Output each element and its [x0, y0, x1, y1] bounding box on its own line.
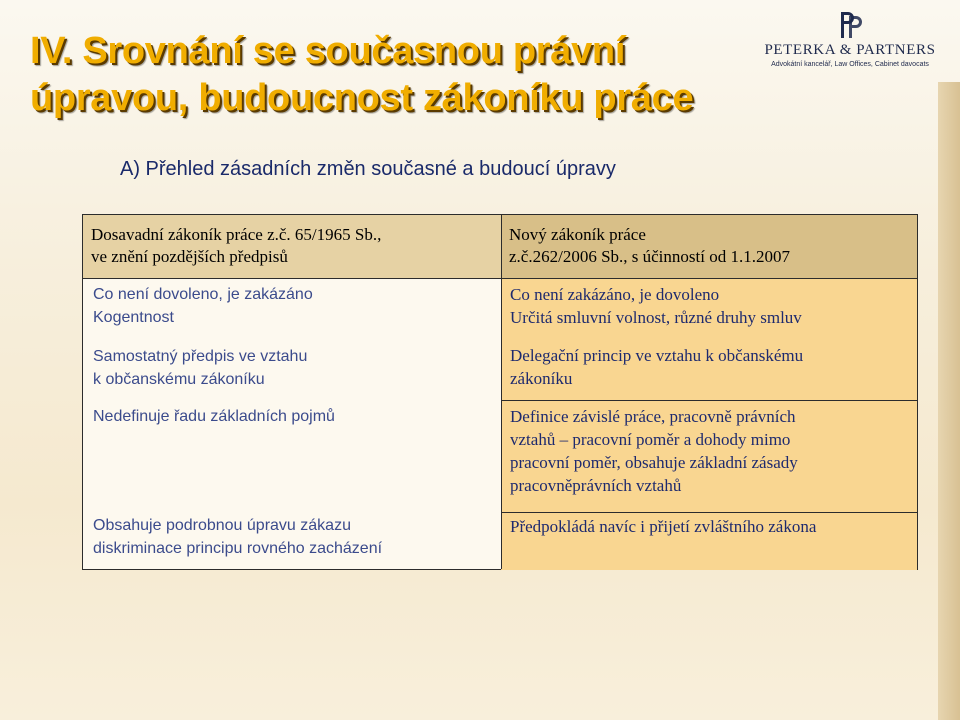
company-logo	[760, 10, 940, 70]
comparison-table	[82, 214, 918, 570]
slide-subtitle: A) Přehled zásadních změn současné a budoucí úpravy	[120, 158, 616, 180]
table-row	[83, 514, 501, 568]
old-row-1-text: Co není dovoleno, je zakázáno Kogentnost	[93, 286, 313, 326]
table-row	[83, 283, 501, 337]
logo-name: PETERKA & PARTNERS	[764, 42, 936, 58]
table-row	[501, 279, 917, 400]
new-row-4-text: Předpokládá navíc i přijetí zvláštního zákona	[510, 517, 817, 536]
table-row	[501, 513, 917, 570]
decorative-side-bar	[938, 82, 960, 720]
slide-title-line-1: IV. Srovnání se současnou právní	[30, 30, 626, 72]
new-law-header-text: Nový zákoník práce z.č.262/2006 Sb., s účinností od 1.1.2007	[509, 225, 790, 266]
table-row	[83, 345, 501, 399]
new-law-header	[501, 215, 917, 279]
new-row-2-text: Delegační princip ve vztahu k občanskému zákoníku	[510, 346, 804, 388]
old-law-column	[83, 215, 501, 569]
old-row-3-text: Nedefinuje řadu základních pojmů	[93, 408, 335, 425]
new-row-1-text: Co není zakázáno, je dovoleno Určitá smluvní volnost, různé druhy smluv	[510, 285, 802, 327]
slide-title	[30, 28, 750, 122]
old-row-4-text: Obsahuje podrobnou úpravu zákazu diskriminace principu rovného zacházení	[93, 517, 383, 557]
old-law-header	[83, 215, 501, 279]
slide-title-line-2: úpravou, budoucnost zákoníku práce	[30, 77, 694, 119]
column-divider	[501, 215, 502, 569]
logo-tagline: Advokátní kancelář, Law Offices, Cabinet davocats	[771, 61, 929, 68]
old-law-header-text: Dosavadní zákoník práce z.č. 65/1965 Sb., ve znění pozdějších předpisů	[91, 225, 382, 266]
new-law-column	[501, 215, 917, 569]
pp-monogram-icon	[836, 10, 864, 40]
table-row	[83, 405, 501, 505]
table-row	[501, 401, 917, 513]
new-row-3-text: Definice závislé práce, pracovně právních vztahů – pracovní poměr a dohody mimo pracovní poměr, obsahuje základní zásady pracovněprávních vztahů	[510, 407, 798, 495]
old-row-2-text: Samostatný předpis ve vztahu k občanskému zákoníku	[93, 348, 308, 388]
